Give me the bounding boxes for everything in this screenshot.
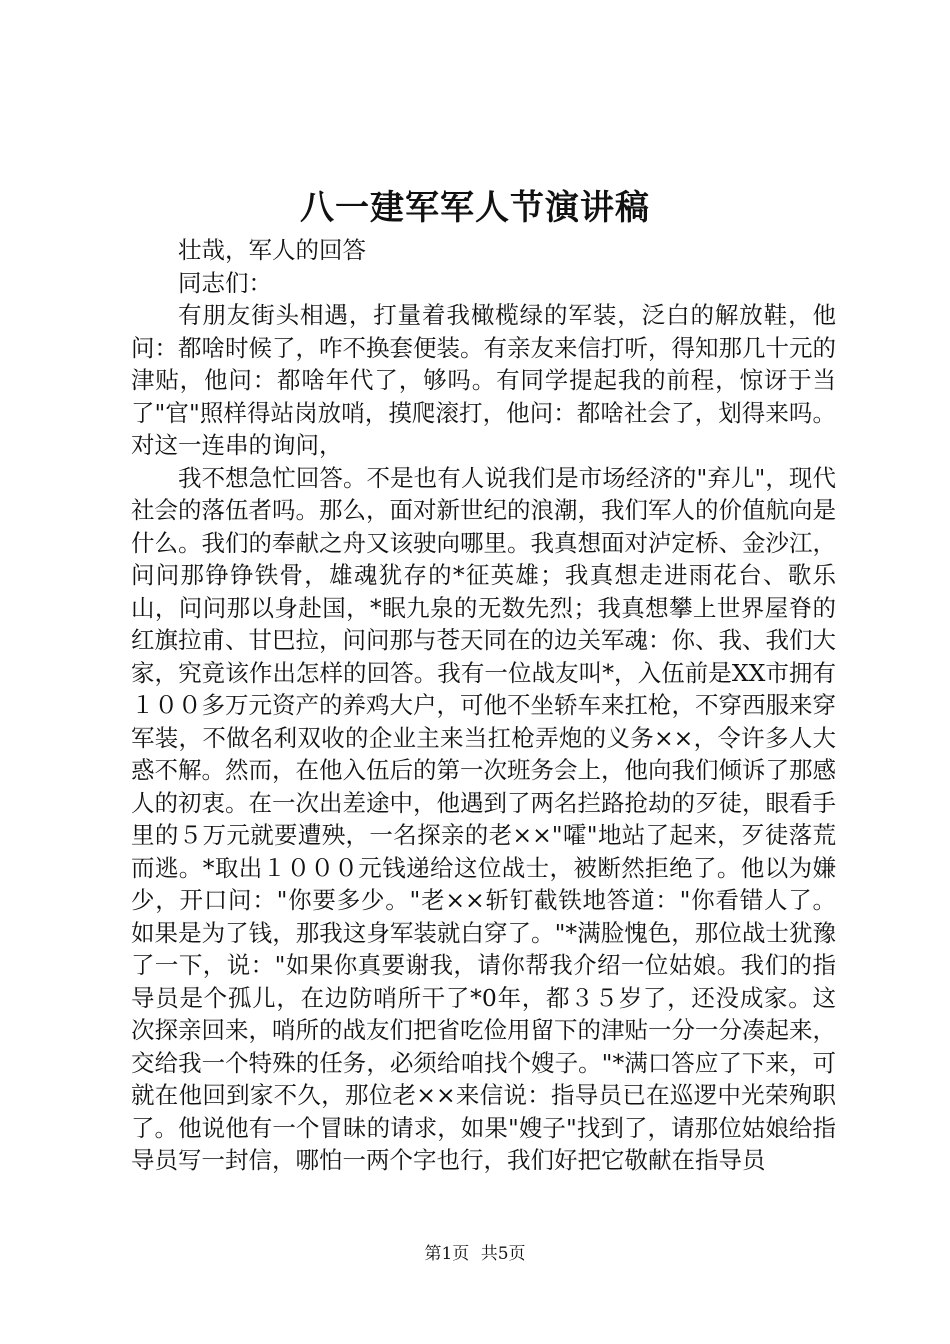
body-paragraph: 有朋友街头相遇，打量着我橄榄绿的军装，泛白的解放鞋，他问：都啥时候了，咋不换套便装。有亲友来信打听，得知那几十元的津贴，他问：都啥年代了，够吗。有同学提起我的前程，惊讶于当了"官"照样得站岗放哨，摸爬滚打，他问：都啥社会了，划得来吗。对这一连串的询问，: [131, 301, 836, 459]
document-body: [131, 234, 836, 1177]
page-footer: [0, 1243, 950, 1265]
page-total: 共5页: [480, 1244, 526, 1264]
salutation: 同志们：: [178, 268, 272, 297]
body-paragraph: 我不想急忙回答。不是也有人说我们是市场经济的"弃儿"，现代社会的落伍者吗。那么，面对新世纪的浪潮，我们军人的价值航向是什么。我们的奉献之舟又该驶向哪里。我真想面对泸定桥、金沙江，问问那铮铮铁骨，雄魂犹存的*征英雄；我真想走进雨花台、歌乐山，问问那以身赴国，*眠九泉的无数先烈；我真想攀上世界屋脊的红旗拉甫、甘巴拉，问问那与苍天同在的边关军魂：你、我、我们大家，究竟该作出怎样的回答。我有一位战友叫*，入伍前是XX市拥有１００多万元资产的养鸡大户，可他不坐轿车来扛枪，不穿西服来穿军装，不做名利双收的企业主来当扛枪弄炮的义务××，令许多人大惑不解。然而，在他入伍后的第一次班务会上，他向我们倾诉了那感人的初衷。在一次出差途中，他遇到了两名拦路抢劫的歹徒，眼看手里的５万元就要遭殃，一名探亲的老××"嚯"地站了起来，歹徒落荒而逃。*取出１０００元钱递给这位战士，被断然拒绝了。他以为嫌少，开口问："你要多少。"老××斩钉截铁地答道："你看错人了。如果是为了钱，那我这身军装就白穿了。"*满脸愧色，那位战士犹豫了一下，说："如果你真要谢我，请你帮我介绍一位姑娘。我们的指导员是个孤儿，在边防哨所干了*0年，都３５岁了，还没成家。这次探亲回来，哨所的战友们把省吃俭用留下的津贴一分一分凑起来，交给我一个特殊的任务，必须给咱找个嫂子。"*满口答应了下来，可就在他回到家不久，那位老××来信说：指导员已在巡逻中光荣殉职了。他说他有一个冒昧的请求，如果"嫂子"找到了，请那位姑娘给指导员写一封信，哪怕一两个字也行，我们好把它敬献在指导员: [131, 463, 836, 1174]
document-title: 八一建军军人节演讲稿: [300, 188, 650, 228]
page-number: 第1页: [424, 1244, 470, 1264]
speech-subtitle: 壮哉，军人的回答: [178, 236, 366, 264]
